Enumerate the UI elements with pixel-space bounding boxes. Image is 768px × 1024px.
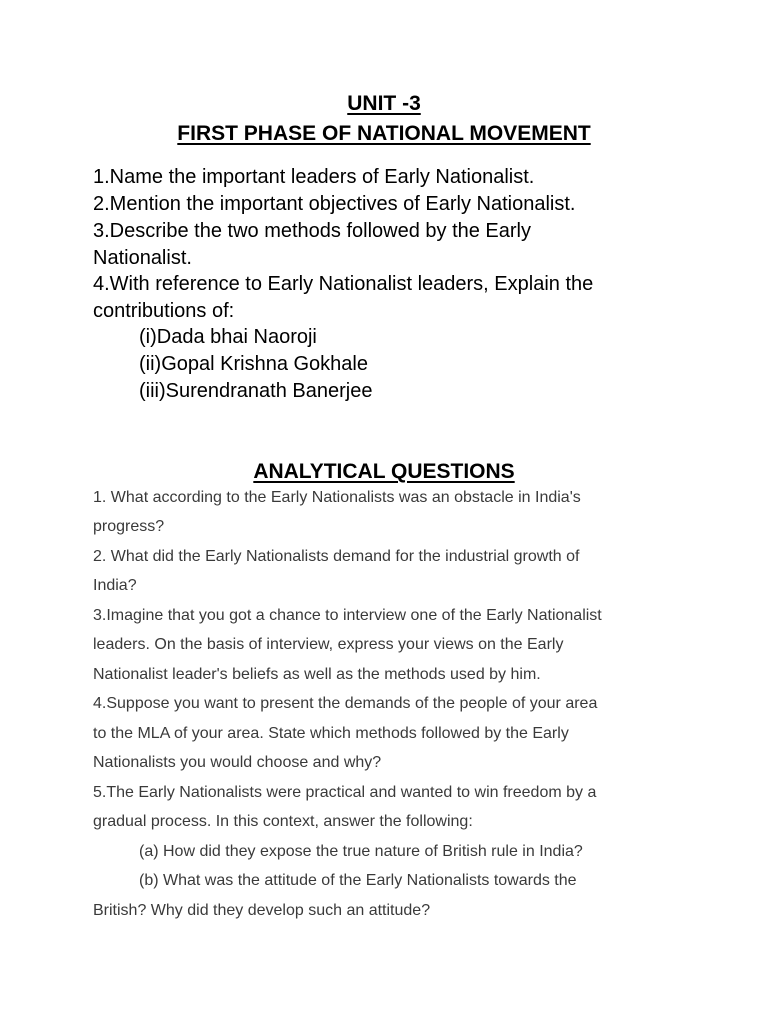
analytical-line: Nationalists you would choose and why? [93, 754, 382, 771]
question-line: Nationalist. [93, 247, 192, 269]
analytical-line: 1. What according to the Early Nationalists was an obstacle in India's [93, 489, 581, 506]
analytical-line: 3.Imagine that you got a chance to interview one of the Early Nationalist [93, 607, 602, 624]
analytical-line: to the MLA of your area. State which methods followed by the Early [93, 725, 569, 742]
analytical-line: gradual process. In this context, answer the following: [93, 813, 473, 830]
leader-item: (iii)Surendranath Banerjee [139, 380, 373, 402]
leader-item: (ii)Gopal Krishna Gokhale [139, 353, 368, 375]
analytical-line: Nationalist leader's beliefs as well as the methods used by him. [93, 666, 541, 683]
question-line: 4.With reference to Early Nationalist leaders, Explain the [93, 273, 594, 295]
analytical-line: progress? [93, 518, 165, 535]
analytical-line: British? Why did they develop such an attitude? [93, 902, 431, 919]
question-line: contributions of: [93, 300, 235, 322]
chapter-title: FIRST PHASE OF NATIONAL MOVEMENT [177, 122, 591, 145]
leader-item: (i)Dada bhai Naoroji [139, 326, 317, 348]
analytical-line: India? [93, 577, 137, 594]
unit-title: UNIT -3 [347, 92, 421, 115]
analytical-line: 4.Suppose you want to present the demands of the people of your area [93, 695, 598, 712]
analytical-line: 2. What did the Early Nationalists demand for the industrial growth of [93, 548, 580, 565]
question-line: 2.Mention the important objectives of Early Nationalist. [93, 193, 576, 215]
analytical-title: ANALYTICAL QUESTIONS [253, 460, 515, 483]
analytical-line: (a) How did they expose the true nature of British rule in India? [139, 843, 583, 860]
analytical-line: leaders. On the basis of interview, express your views on the Early [93, 636, 564, 653]
analytical-line: 5.The Early Nationalists were practical and wanted to win freedom by a [93, 784, 597, 801]
analytical-line: (b) What was the attitude of the Early Nationalists towards the [139, 872, 577, 889]
question-line: 1.Name the important leaders of Early Nationalist. [93, 166, 535, 188]
question-line: 3.Describe the two methods followed by the Early [93, 220, 531, 242]
